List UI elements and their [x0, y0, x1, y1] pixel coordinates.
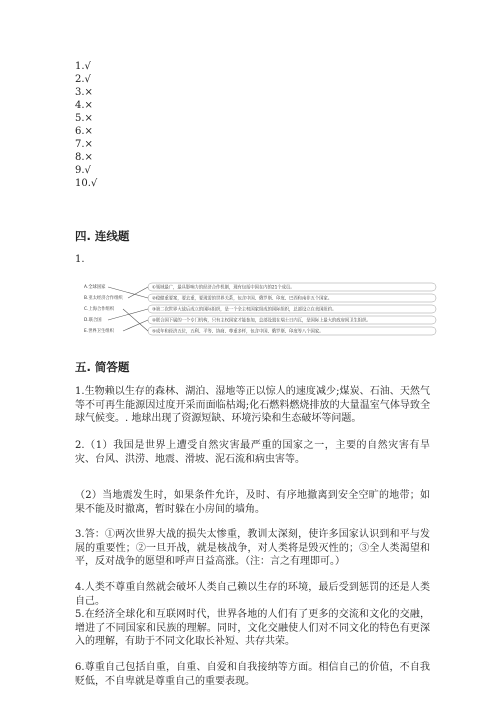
answer-item — [75, 151, 97, 164]
right-description: ③第二次世界大战后成立的国际组织，是一个全主权国家组成的国际组织，总部设立在美国纽约。 — [152, 307, 337, 313]
answer-paragraph: 1.生物赖以生存的森林、湖泊、湿地等正以惊人的速度减少;煤炭、石油、天然气等不可再生能源因过度开采而面临枯竭;化石燃料燃烧排放的大量温室气体导致全球气候变。. 地球出现了资源短缺、环境污染和生态破坏等问题。 — [75, 386, 430, 424]
answer-mark: × — [84, 126, 93, 137]
left-term: B.亚太经济合作组织 — [84, 296, 123, 301]
answer-paragraph: 2.（1）我国是世界上遭受自然灾害最严重的国家之一，主要的自然灾害有旱灾、台风、洪涝、地震、滑坡、泥石流和病虫害等。 — [75, 440, 430, 465]
answer-number: 3. — [75, 87, 85, 98]
answer-item — [75, 73, 97, 86]
answer-paragraph: 6.尊重自己包括自重，自重、自爱和自我接纳等方面。相信自己的价值，不自我贬低，不自卑就是尊重自己的重要表现。 — [75, 662, 430, 687]
answer-mark: × — [84, 152, 93, 163]
connector-line — [128, 287, 148, 298]
answer-mark: √ — [84, 165, 91, 176]
answer-item — [75, 177, 97, 190]
answer-number: 2. — [75, 74, 85, 85]
answer-mark: × — [84, 87, 93, 98]
answer-number: 9. — [75, 165, 85, 176]
answer-list — [75, 60, 97, 190]
answer-number: 8. — [75, 152, 85, 163]
answer-paragraph: 5.在经济全球化和互联网时代，世界各地的人们有了更多的交流和文化的交融，增进了不同国家和民族的理解。同时，文化交融使人们对不同文化的特色有更深入的理解，有助于不同文化取长补短、共存共荣。 — [75, 609, 430, 647]
answer-paragraph: 4.人类不尊重自然就会破坏人类自己赖以生存的环境，最后受到惩罚的还是人类自己。 — [75, 582, 430, 607]
right-description: ②稳健重要案，要去重，要现需的世界关系，包含中国、俄罗斯、印度、巴西和南非五个国家。 — [152, 296, 333, 302]
answer-paragraph: 3.答：①两次世界大战的损失太惨重，教训太深刻，使许多国家认识到和平与发展的重要性；②一旦开战，就是核战争，对人类将是毁灭性的；③全人类渴望和平，反对战争的愿望和呼声日益高涨。（注：言之有理即可。） — [75, 529, 430, 567]
answer-number: 5. — [75, 113, 85, 124]
right-description: ⑤成年和经济五位，五利、平等、协商、尊重多样，包含中国、俄罗斯、印度等八个国家。 — [152, 329, 324, 335]
left-term: C.上海合作组织 — [84, 307, 115, 312]
answer-mark: × — [84, 139, 93, 150]
right-description: ①领域最广，最具影响力的经济合作机制，现有包括中国在内的21个成员。 — [152, 285, 295, 291]
left-term: E.世界卫生组织 — [84, 329, 114, 334]
answer-item — [75, 86, 97, 99]
answer-item — [75, 99, 97, 112]
answer-mark: √ — [84, 74, 91, 85]
answer-paragraph: （2）当地震发生时，如果条件允许，及时、有序地撤离到安全空旷的地带；如果不能及时撤离，暂时躲在小房间的墙角。 — [75, 490, 430, 515]
question-number: 1. — [75, 254, 85, 265]
answer-mark: × — [84, 100, 93, 111]
section-title-short-answer: 五. 简答题 — [75, 360, 130, 374]
answer-item — [75, 112, 97, 125]
answer-number: 4. — [75, 100, 85, 111]
matching-diagram — [78, 282, 438, 337]
answer-item — [75, 125, 97, 138]
answer-item — [75, 60, 97, 73]
answer-mark: √ — [90, 178, 98, 189]
connector-line — [123, 320, 148, 331]
section-title-matching: 四. 连线题 — [75, 229, 130, 243]
right-description: ④联合国下属的一个专门机构，只有主权国家才能参加，总部设置在瑞士日内瓦，是国际上最大的政府间卫生组织。 — [152, 318, 371, 324]
answer-mark: × — [84, 113, 93, 124]
left-term: D.联合国 — [84, 318, 102, 323]
answer-number: 1. — [75, 61, 85, 72]
answer-mark: √ — [84, 61, 91, 72]
answer-item — [75, 138, 97, 151]
left-term: A.全球国家 — [84, 285, 106, 290]
answer-number: 10. — [75, 178, 91, 189]
answer-number: 6. — [75, 126, 85, 137]
answer-number: 7. — [75, 139, 85, 150]
answer-item — [75, 164, 97, 177]
